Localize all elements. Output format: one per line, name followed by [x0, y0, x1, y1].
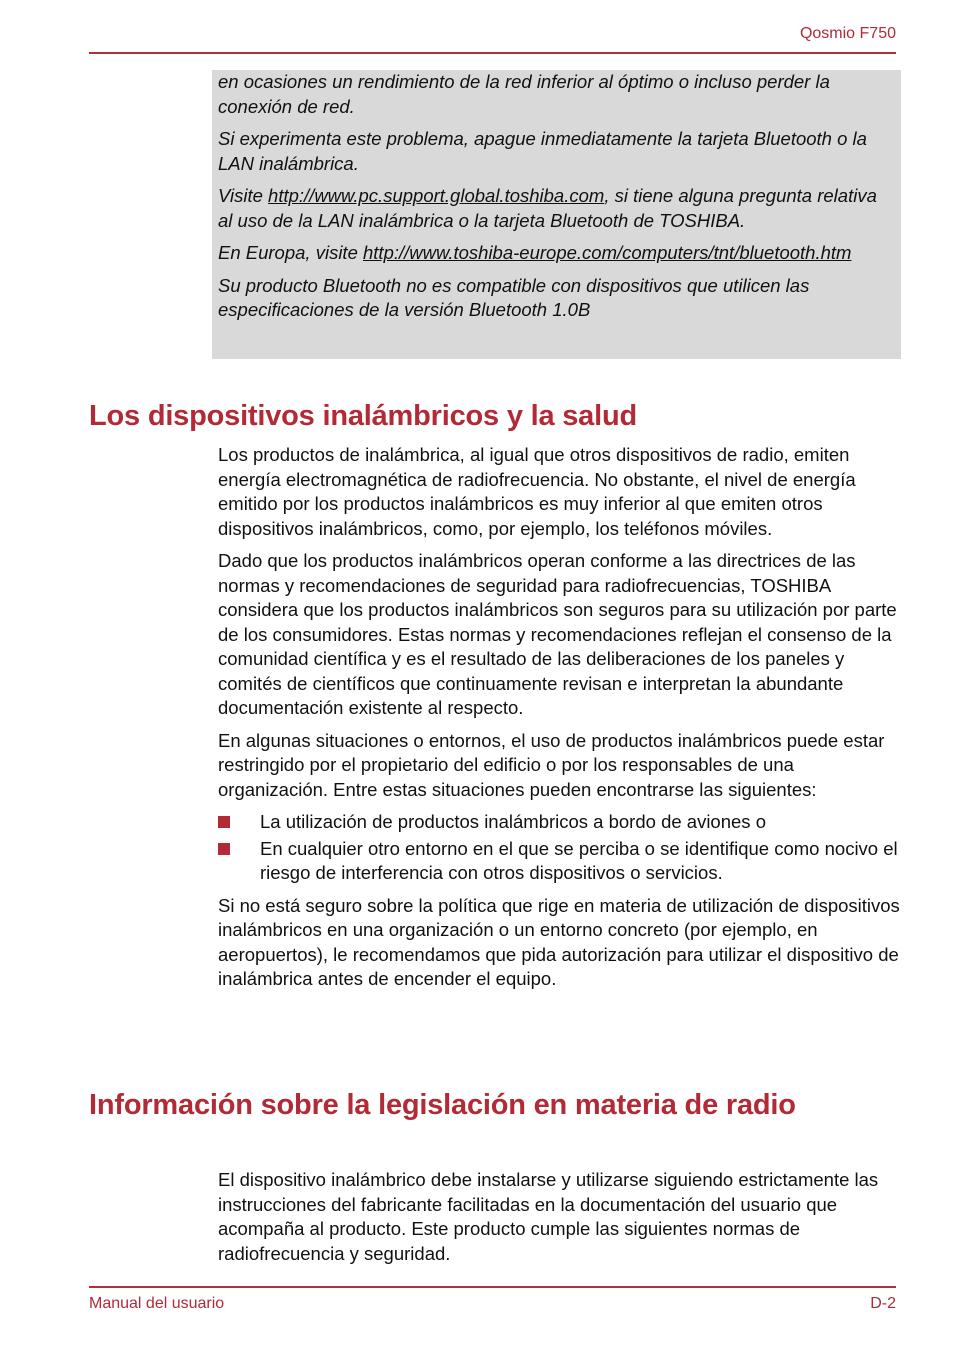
note-paragraph [218, 241, 895, 266]
body-paragraph: En algunas situaciones o entornos, el uso de productos inalámbricos puede estar restringido por el propietario del edificio o por los responsables de una organización. Entre estas situaciones pueden encontrarse las siguientes: [218, 729, 885, 800]
note-text: , si tiene alguna pregunta relativa al uso de la LAN inalámbrica o la tarjeta Bluetooth de TOSHIBA. [218, 185, 877, 231]
footer-page-number: D-2 [870, 1295, 896, 1312]
europe-link[interactable]: http://www.toshiba-europe.com/computers/tnt/bluetooth.htm [363, 242, 852, 263]
footer-manual-title: Manual del usuario [89, 1295, 225, 1312]
body-paragraph: El dispositivo inalámbrico debe instalarse y utilizarse siguiendo estrictamente las instrucciones del fabricante facilitadas en la documentación del usuario que acompaña al producto. Este producto cumple las siguientes normas de radiofrecuencia y seguridad. [218, 1169, 879, 1264]
header-rule [89, 52, 896, 54]
list-item [218, 810, 908, 835]
section-body-legislation [218, 1168, 908, 1274]
note-paragraph: Si experimenta este problema, apague inmediatamente la tarjeta Bluetooth o la LAN inalámbrica. [218, 128, 867, 174]
note-paragraph: Su producto Bluetooth no es compatible con dispositivos que utilicen las especificaciones de la versión Bluetooth 1.0B [218, 274, 810, 320]
support-link[interactable]: http://www.pc.support.global.toshiba.com [268, 185, 605, 206]
bullet-square-icon [218, 843, 230, 855]
body-paragraph: Si no está seguro sobre la política que rige en materia de utilización de dispositivos inalámbricos en una organización o un entorno concreto (por ejemplo, en aeropuertos), le recomendamos que pida autorización para utilizar el dispositivo de inalámbrica antes de encender el equipo. [218, 894, 900, 989]
body-paragraph: Dado que los productos inalámbricos operan conforme a las directrices de las normas y recomendaciones de seguridad para radiofrecuencias, TOSHIBA considera que los productos inalámbricos son seguros para su utilización por parte de los consumidores. Estas normas y recomendaciones reflejan el consenso de la comunidad científica y es el resultado de las deliberaciones de los paneles y comités de científicos que continuamente revisan e interpretan la abundante documentación existente al respecto. [218, 550, 897, 718]
list-item-text: En cualquier otro entorno en el que se perciba o se identifique como nocivo el riesgo de interferencia con otros dispositivos o servicios. [260, 837, 898, 883]
bullet-square-icon [218, 816, 230, 828]
note-text: En Europa, visite [218, 242, 363, 263]
section-body-health [218, 443, 908, 1000]
bullet-list [218, 810, 908, 886]
section-heading-health: Los dispositivos inalámbricos y la salud [89, 400, 637, 432]
footer-rule [89, 1286, 896, 1288]
note-paragraph [218, 184, 895, 233]
note-paragraph: en ocasiones un rendimiento de la red inferior al óptimo o incluso perder la conexión de red. [218, 71, 830, 117]
list-item [218, 837, 908, 886]
list-item-text: La utilización de productos inalámbricos a bordo de aviones o [260, 811, 766, 832]
note-box [212, 70, 901, 359]
section-heading-legislation: Información sobre la legislación en materia de radio [89, 1089, 796, 1121]
header-product-name: Qosmio F750 [799, 25, 896, 42]
body-paragraph: Los productos de inalámbrica, al igual que otros dispositivos de radio, emiten energía electromagnética de radiofrecuencia. No obstante, el nivel de energía emitido por los productos inalámbricos es muy inferior al que emiten otros dispositivos inalámbricos, como, por ejemplo, los teléfonos móviles. [218, 444, 856, 539]
note-text: Visite [218, 185, 269, 206]
